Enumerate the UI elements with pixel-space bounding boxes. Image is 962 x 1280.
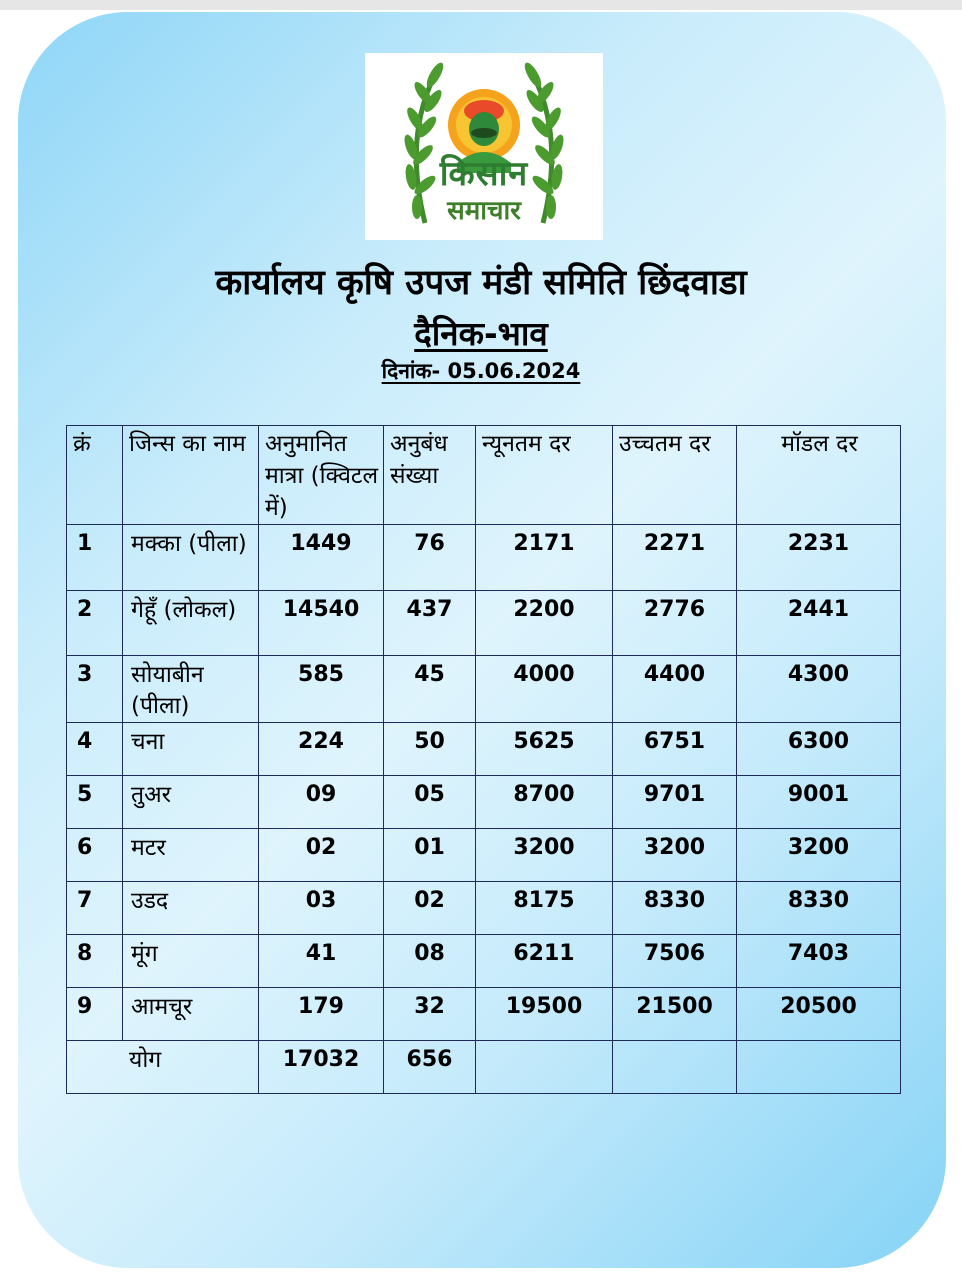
cell-max-rate: 6751 (613, 723, 737, 776)
cell-min-rate: 8700 (476, 776, 613, 829)
cell-min-rate: 2200 (476, 591, 613, 656)
cell-contracts: 50 (384, 723, 476, 776)
cell-commodity: आमचूर (123, 988, 259, 1041)
cell-min-rate: 2171 (476, 525, 613, 591)
office-title: कार्यालय कृषि उपज मंडी समिति छिंदवाडा (215, 263, 747, 303)
cell-modal-rate: 2441 (737, 591, 901, 656)
table-row (67, 988, 901, 1041)
cell-contracts: 45 (384, 656, 476, 723)
empty-cell (737, 1041, 901, 1094)
cell-contracts: 08 (384, 935, 476, 988)
cell-quantity: 585 (259, 656, 384, 723)
mandi-rate-table (66, 425, 901, 1094)
cell-commodity: उडद (123, 882, 259, 935)
table-total-row (67, 1041, 901, 1094)
cell-modal-rate: 3200 (737, 829, 901, 882)
daily-rate-heading (0, 310, 962, 355)
table-row (67, 723, 901, 776)
cell-max-rate: 4400 (613, 656, 737, 723)
col-header-contracts: अनुबंध संख्या (384, 426, 476, 525)
cell-max-rate: 21500 (613, 988, 737, 1041)
table-row (67, 591, 901, 656)
cell-modal-rate: 4300 (737, 656, 901, 723)
cell-min-rate: 4000 (476, 656, 613, 723)
cell-commodity: मूंग (123, 935, 259, 988)
table-row (67, 882, 901, 935)
total-label: योग (67, 1041, 259, 1094)
cell-modal-rate: 6300 (737, 723, 901, 776)
cell-quantity: 224 (259, 723, 384, 776)
cell-contracts: 32 (384, 988, 476, 1041)
table-row (67, 776, 901, 829)
table-row (67, 829, 901, 882)
cell-commodity: मटर (123, 829, 259, 882)
cell-quantity: 03 (259, 882, 384, 935)
cell-quantity: 09 (259, 776, 384, 829)
cell-commodity: चना (123, 723, 259, 776)
total-contracts: 656 (384, 1041, 476, 1094)
cell-max-rate: 9701 (613, 776, 737, 829)
col-header-commodity: जिन्स का नाम (123, 426, 259, 525)
cell-max-rate: 7506 (613, 935, 737, 988)
col-header-quantity: अनुमानित मात्रा (क्विटल में) (259, 426, 384, 525)
cell-sn: 5 (67, 776, 123, 829)
cell-contracts: 02 (384, 882, 476, 935)
cell-quantity: 179 (259, 988, 384, 1041)
table-row (67, 525, 901, 591)
cell-sn: 1 (67, 525, 123, 591)
cell-max-rate: 2776 (613, 591, 737, 656)
cell-contracts: 76 (384, 525, 476, 591)
table-header-row (67, 426, 901, 525)
top-bar (0, 0, 962, 10)
cell-min-rate: 19500 (476, 988, 613, 1041)
cell-commodity: सोयाबीन (पीला) (123, 656, 259, 723)
cell-min-rate: 8175 (476, 882, 613, 935)
col-header-modal-rate: मॉडल दर (737, 426, 901, 525)
cell-quantity: 02 (259, 829, 384, 882)
cell-sn: 3 (67, 656, 123, 723)
cell-sn: 4 (67, 723, 123, 776)
date-text: दिनांक- 05.06.2024 (381, 359, 581, 383)
cell-min-rate: 3200 (476, 829, 613, 882)
table-row (67, 656, 901, 723)
cell-commodity: मक्का (पीला) (123, 525, 259, 591)
cell-sn: 6 (67, 829, 123, 882)
empty-cell (476, 1041, 613, 1094)
date-line (0, 357, 962, 385)
kisan-samachar-logo (365, 53, 603, 240)
cell-min-rate: 5625 (476, 723, 613, 776)
cell-commodity: तुअर (123, 776, 259, 829)
cell-sn: 9 (67, 988, 123, 1041)
cell-modal-rate: 9001 (737, 776, 901, 829)
cell-quantity: 41 (259, 935, 384, 988)
cell-commodity: गेहूँ (लोकल) (123, 591, 259, 656)
cell-max-rate: 3200 (613, 829, 737, 882)
col-header-max-rate: उच्चतम दर (613, 426, 737, 525)
cell-contracts: 05 (384, 776, 476, 829)
logo-text-samachar: समाचार (447, 196, 521, 226)
cell-modal-rate: 2231 (737, 525, 901, 591)
daily-rate-heading-text: दैनिक-भाव (414, 314, 548, 353)
col-header-sn: क्रं (67, 426, 123, 525)
total-quantity: 17032 (259, 1041, 384, 1094)
cell-min-rate: 6211 (476, 935, 613, 988)
col-header-min-rate: न्यूनतम दर (476, 426, 613, 525)
cell-contracts: 437 (384, 591, 476, 656)
cell-quantity: 1449 (259, 525, 384, 591)
cell-sn: 8 (67, 935, 123, 988)
cell-modal-rate: 7403 (737, 935, 901, 988)
cell-max-rate: 2271 (613, 525, 737, 591)
cell-sn: 7 (67, 882, 123, 935)
cell-modal-rate: 8330 (737, 882, 901, 935)
table-row (67, 935, 901, 988)
cell-contracts: 01 (384, 829, 476, 882)
cell-quantity: 14540 (259, 591, 384, 656)
cell-max-rate: 8330 (613, 882, 737, 935)
logo-text-kisan: किसान (439, 154, 529, 194)
cell-sn: 2 (67, 591, 123, 656)
cell-modal-rate: 20500 (737, 988, 901, 1041)
empty-cell (613, 1041, 737, 1094)
